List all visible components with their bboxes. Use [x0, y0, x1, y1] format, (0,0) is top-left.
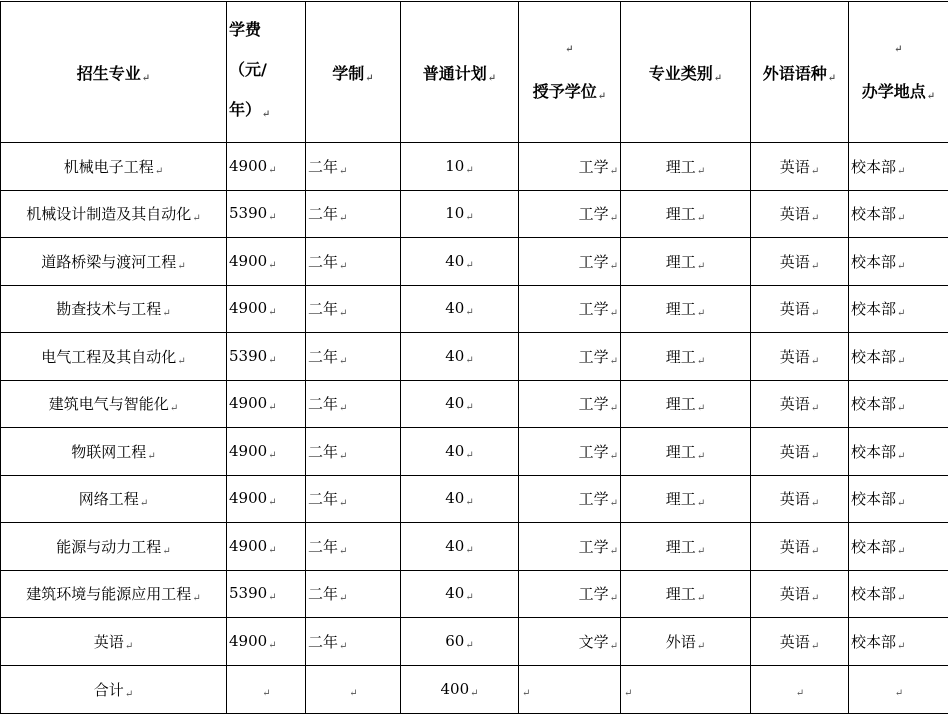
paragraph-mark-icon: ↵ [811, 356, 819, 367]
paragraph-mark-icon: ↵ [522, 688, 530, 699]
header-duration: 学制↵ [306, 2, 401, 143]
paragraph-mark-icon: ↵ [155, 166, 163, 177]
language-cell: 英语↵ [751, 380, 849, 428]
paragraph-mark-icon: ↵ [268, 545, 276, 556]
paragraph-mark-icon: ↵ [610, 546, 618, 557]
degree-cell: 工学↵ [519, 285, 621, 333]
major-cell: 机械电子工程↵ [1, 143, 227, 191]
duration-cell: 二年↵ [306, 475, 401, 523]
paragraph-mark-icon: ↵ [192, 213, 200, 224]
header-degree: ↵ 授予学位↵ [519, 2, 621, 143]
paragraph-mark-icon: ↵ [811, 261, 819, 272]
plan-cell: 40↵ [401, 475, 519, 523]
degree-cell: 工学↵ [519, 475, 621, 523]
paragraph-mark-icon: ↵ [268, 307, 276, 318]
paragraph-mark-icon: ↵ [697, 403, 705, 414]
header-location: ↵ 办学地点↵ [849, 2, 948, 143]
language-cell: 英语↵ [751, 523, 849, 571]
paragraph-mark-icon: ↵ [697, 641, 705, 652]
major-cell: 网络工程↵ [1, 475, 227, 523]
plan-cell: 40↵ [401, 570, 519, 618]
paragraph-mark-icon: ↵ [465, 592, 473, 603]
location-cell: 校本部↵ [849, 238, 948, 286]
paragraph-mark-icon: ↵ [897, 593, 905, 604]
paragraph-mark-icon: ↵ [610, 356, 618, 367]
fee-cell: 4900↵ [227, 428, 306, 476]
paragraph-mark-icon: ↵ [897, 641, 905, 652]
major-cell: 电气工程及其自动化↵ [1, 333, 227, 381]
empty-cell [306, 665, 401, 713]
paragraph-mark-icon: ↵ [268, 260, 276, 271]
category-cell: 外语↵ [621, 618, 751, 666]
duration-cell: 二年↵ [306, 333, 401, 381]
language-cell: 英语↵ [751, 333, 849, 381]
paragraph-mark-icon: ↵ [465, 450, 473, 461]
paragraph-mark-icon: ↵ [339, 308, 347, 319]
empty-cell [621, 665, 751, 713]
empty-cell [849, 665, 948, 713]
degree-cell: 工学↵ [519, 570, 621, 618]
paragraph-mark-icon: ↵ [339, 403, 347, 414]
paragraph-mark-icon: ↵ [349, 688, 357, 699]
fee-cell: 4900↵ [227, 285, 306, 333]
location-cell: 校本部↵ [849, 333, 948, 381]
major-cell: 英语↵ [1, 618, 227, 666]
table-row [1, 523, 948, 571]
location-cell: 校本部↵ [849, 143, 948, 191]
paragraph-mark-icon: ↵ [465, 497, 473, 508]
paragraph-mark-icon: ↵ [262, 109, 270, 120]
fee-cell: 4900↵ [227, 475, 306, 523]
degree-cell: 工学↵ [519, 190, 621, 238]
fee-cell: 5390↵ [227, 333, 306, 381]
paragraph-mark-icon: ↵ [268, 497, 276, 508]
degree-cell: 工学↵ [519, 523, 621, 571]
category-cell: 理工↵ [621, 238, 751, 286]
paragraph-mark-icon: ↵ [465, 212, 473, 223]
language-cell: 英语↵ [751, 475, 849, 523]
duration-cell: 二年↵ [306, 570, 401, 618]
plan-cell: 40↵ [401, 523, 519, 571]
paragraph-mark-icon: ↵ [714, 73, 722, 84]
fee-cell: 4900↵ [227, 238, 306, 286]
language-cell: 英语↵ [751, 285, 849, 333]
paragraph-mark-icon: ↵ [811, 451, 819, 462]
paragraph-mark-icon: ↵ [697, 498, 705, 509]
duration-cell: 二年↵ [306, 618, 401, 666]
paragraph-mark-icon: ↵ [610, 166, 618, 177]
degree-cell: 工学↵ [519, 143, 621, 191]
paragraph-mark-icon: ↵ [610, 641, 618, 652]
paragraph-mark-icon: ↵ [262, 688, 270, 699]
paragraph-mark-icon: ↵ [796, 688, 804, 699]
header-major: 招生专业↵ [1, 2, 227, 143]
degree-cell: 工学↵ [519, 380, 621, 428]
category-cell: 理工↵ [621, 570, 751, 618]
table-header-row [1, 2, 948, 143]
duration-cell: 二年↵ [306, 143, 401, 191]
location-cell: 校本部↵ [849, 190, 948, 238]
location-cell: 校本部↵ [849, 570, 948, 618]
category-cell: 理工↵ [621, 190, 751, 238]
paragraph-mark-icon: ↵ [610, 308, 618, 319]
category-cell: 理工↵ [621, 143, 751, 191]
duration-cell: 二年↵ [306, 380, 401, 428]
duration-cell: 二年↵ [306, 238, 401, 286]
paragraph-mark-icon: ↵ [897, 166, 905, 177]
total-plan-cell: 400↵ [401, 665, 519, 713]
fee-cell: 5390↵ [227, 190, 306, 238]
paragraph-mark-icon: ↵ [811, 213, 819, 224]
paragraph-mark-icon: ↵ [697, 308, 705, 319]
paragraph-mark-icon: ↵ [339, 166, 347, 177]
paragraph-mark-icon: ↵ [339, 593, 347, 604]
language-cell: 英语↵ [751, 570, 849, 618]
paragraph-mark-icon: ↵ [268, 450, 276, 461]
table-row [1, 190, 948, 238]
major-cell: 道路桥梁与渡河工程↵ [1, 238, 227, 286]
paragraph-mark-icon: ↵ [177, 261, 185, 272]
paragraph-mark-icon: ↵ [465, 260, 473, 271]
paragraph-mark-icon: ↵ [828, 73, 836, 84]
fee-cell: 4900↵ [227, 523, 306, 571]
plan-cell: 40↵ [401, 333, 519, 381]
table-row [1, 475, 948, 523]
paragraph-mark-icon: ↵ [811, 498, 819, 509]
paragraph-mark-icon: ↵ [339, 451, 347, 462]
plan-cell: 60↵ [401, 618, 519, 666]
degree-cell: 工学↵ [519, 238, 621, 286]
paragraph-mark-icon: ↵ [465, 545, 473, 556]
header-category: 专业类别↵ [621, 2, 751, 143]
paragraph-mark-icon: ↵ [268, 212, 276, 223]
paragraph-mark-icon: ↵ [339, 356, 347, 367]
paragraph-mark-icon: ↵ [897, 403, 905, 414]
paragraph-mark-icon: ↵ [125, 641, 133, 652]
paragraph-mark-icon: ↵ [624, 688, 632, 699]
paragraph-mark-icon: ↵ [811, 546, 819, 557]
plan-cell: 40↵ [401, 428, 519, 476]
major-cell: 建筑环境与能源应用工程↵ [1, 570, 227, 618]
paragraph-mark-icon: ↵ [697, 261, 705, 272]
paragraph-mark-icon: ↵ [268, 640, 276, 651]
header-plan: 普通计划↵ [401, 2, 519, 143]
language-cell: 英语↵ [751, 190, 849, 238]
empty-cell [227, 665, 306, 713]
paragraph-mark-icon: ↵ [339, 546, 347, 557]
paragraph-mark-icon: ↵ [697, 213, 705, 224]
empty-cell [519, 665, 621, 713]
location-cell: 校本部↵ [849, 380, 948, 428]
paragraph-mark-icon: ↵ [140, 498, 148, 509]
paragraph-mark-icon: ↵ [897, 213, 905, 224]
header-language: 外语语种↵ [751, 2, 849, 143]
location-cell: 校本部↵ [849, 618, 948, 666]
empty-cell [751, 665, 849, 713]
paragraph-mark-icon: ↵ [811, 641, 819, 652]
duration-cell: 二年↵ [306, 285, 401, 333]
category-cell: 理工↵ [621, 333, 751, 381]
plan-cell: 40↵ [401, 238, 519, 286]
paragraph-mark-icon: ↵ [268, 402, 276, 413]
paragraph-mark-icon: ↵ [811, 403, 819, 414]
paragraph-mark-icon: ↵ [268, 165, 276, 176]
paragraph-mark-icon: ↵ [610, 261, 618, 272]
degree-cell: 工学↵ [519, 428, 621, 476]
location-cell: 校本部↵ [849, 428, 948, 476]
paragraph-mark-icon: ↵ [465, 402, 473, 413]
degree-cell: 文学↵ [519, 618, 621, 666]
paragraph-mark-icon: ↵ [365, 73, 373, 84]
duration-cell: 二年↵ [306, 523, 401, 571]
duration-cell: 二年↵ [306, 190, 401, 238]
paragraph-mark-icon: ↵ [339, 261, 347, 272]
category-cell: 理工↵ [621, 523, 751, 571]
plan-cell: 10↵ [401, 143, 519, 191]
enrollment-table [0, 1, 948, 714]
plan-cell: 40↵ [401, 380, 519, 428]
major-cell: 勘查技术与工程↵ [1, 285, 227, 333]
paragraph-mark-icon: ↵ [697, 546, 705, 557]
paragraph-mark-icon: ↵ [598, 91, 606, 102]
paragraph-mark-icon: ↵ [610, 213, 618, 224]
major-cell: 机械设计制造及其自动化↵ [1, 190, 227, 238]
major-cell: 建筑电气与智能化↵ [1, 380, 227, 428]
paragraph-mark-icon: ↵ [488, 73, 496, 84]
table-row [1, 333, 948, 381]
fee-cell: 4900↵ [227, 143, 306, 191]
paragraph-mark-icon: ↵ [851, 43, 946, 57]
fee-cell: 4900↵ [227, 380, 306, 428]
major-cell: 能源与动力工程↵ [1, 523, 227, 571]
language-cell: 英语↵ [751, 238, 849, 286]
paragraph-mark-icon: ↵ [339, 213, 347, 224]
paragraph-mark-icon: ↵ [897, 308, 905, 319]
paragraph-mark-icon: ↵ [895, 688, 903, 699]
plan-cell: 10↵ [401, 190, 519, 238]
paragraph-mark-icon: ↵ [465, 307, 473, 318]
category-cell: 理工↵ [621, 428, 751, 476]
paragraph-mark-icon: ↵ [610, 498, 618, 509]
paragraph-mark-icon: ↵ [610, 593, 618, 604]
paragraph-mark-icon: ↵ [162, 308, 170, 319]
paragraph-mark-icon: ↵ [339, 498, 347, 509]
language-cell: 英语↵ [751, 143, 849, 191]
paragraph-mark-icon: ↵ [811, 166, 819, 177]
table-row [1, 143, 948, 191]
table-row [1, 380, 948, 428]
header-fee: 学费 （元/ 年）↵ [227, 2, 306, 143]
fee-cell: 4900↵ [227, 618, 306, 666]
paragraph-mark-icon: ↵ [465, 640, 473, 651]
table-row [1, 618, 948, 666]
table-row [1, 285, 948, 333]
table-row [1, 428, 948, 476]
duration-cell: 二年↵ [306, 428, 401, 476]
paragraph-mark-icon: ↵ [465, 355, 473, 366]
paragraph-mark-icon: ↵ [170, 403, 178, 414]
paragraph-mark-icon: ↵ [897, 498, 905, 509]
paragraph-mark-icon: ↵ [610, 451, 618, 462]
paragraph-mark-icon: ↵ [697, 166, 705, 177]
paragraph-mark-icon: ↵ [142, 73, 150, 84]
paragraph-mark-icon: ↵ [897, 546, 905, 557]
language-cell: 英语↵ [751, 618, 849, 666]
paragraph-mark-icon: ↵ [811, 593, 819, 604]
paragraph-mark-icon: ↵ [697, 356, 705, 367]
total-label-cell: 合计↵ [1, 665, 227, 713]
degree-cell: 工学↵ [519, 333, 621, 381]
paragraph-mark-icon: ↵ [465, 165, 473, 176]
category-cell: 理工↵ [621, 285, 751, 333]
paragraph-mark-icon: ↵ [268, 355, 276, 366]
paragraph-mark-icon: ↵ [610, 403, 618, 414]
category-cell: 理工↵ [621, 380, 751, 428]
paragraph-mark-icon: ↵ [125, 689, 133, 700]
major-cell: 物联网工程↵ [1, 428, 227, 476]
paragraph-mark-icon: ↵ [470, 688, 478, 699]
paragraph-mark-icon: ↵ [697, 451, 705, 462]
location-cell: 校本部↵ [849, 523, 948, 571]
paragraph-mark-icon: ↵ [147, 451, 155, 462]
category-cell: 理工↵ [621, 475, 751, 523]
paragraph-mark-icon: ↵ [897, 451, 905, 462]
paragraph-mark-icon: ↵ [339, 641, 347, 652]
table-row [1, 570, 948, 618]
paragraph-mark-icon: ↵ [697, 593, 705, 604]
paragraph-mark-icon: ↵ [192, 593, 200, 604]
paragraph-mark-icon: ↵ [521, 43, 618, 57]
plan-cell: 40↵ [401, 285, 519, 333]
paragraph-mark-icon: ↵ [268, 592, 276, 603]
paragraph-mark-icon: ↵ [177, 356, 185, 367]
location-cell: 校本部↵ [849, 285, 948, 333]
language-cell: 英语↵ [751, 428, 849, 476]
paragraph-mark-icon: ↵ [811, 308, 819, 319]
table-row [1, 238, 948, 286]
fee-cell: 5390↵ [227, 570, 306, 618]
paragraph-mark-icon: ↵ [927, 91, 935, 102]
paragraph-mark-icon: ↵ [162, 546, 170, 557]
paragraph-mark-icon: ↵ [897, 261, 905, 272]
location-cell: 校本部↵ [849, 475, 948, 523]
total-row [1, 665, 948, 713]
paragraph-mark-icon: ↵ [897, 356, 905, 367]
